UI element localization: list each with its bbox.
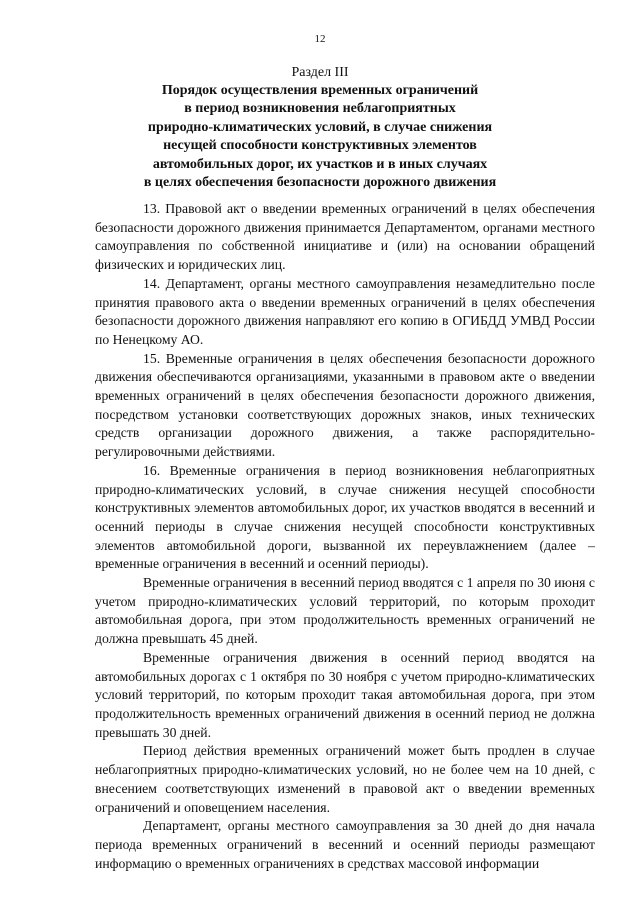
paragraph-autumn-period: Временные ограничения движения в осенний период вводятся на автомобильных дорогах с 1 октября по 30 ноября с учетом природно-климатических условий территорий, по которым проходит такая автомобильная дорога, при этом продолжительность временных ограничений движения в осенний период не должна превышать 30 дней.	[95, 649, 595, 740]
heading-line-5: автомобильных дорог, их участков и в иных случаях	[152, 156, 488, 172]
paragraph-16: 16. Временные ограничения в период возникновения неблагоприятных природно-климатических условий, в случае снижения несущей способности конструктивных элементов автомобильных дорог, их участков вводятся в весенний и осенний периоды в случае снижения несущей способности конструктивных элементов автомобильной дороги, вызванной их переувлажнением (далее – временные ограничения в весенний и осенний периоды).	[95, 462, 595, 572]
paragraph-spring-period: Временные ограничения в весенний период вводятся с 1 апреля по 30 июня с учетом природно-климатических условий территорий, по которым проходит автомобильная дорога, при этом продолжительность временных ограничений не должна превышать 45 дней.	[95, 575, 595, 647]
section-header	[80, 64, 560, 192]
heading-line-6: в целях обеспечения безопасности дорожного движения	[143, 175, 497, 191]
paragraph-extension: Период действия временных ограничений может быть продлен в случае неблагоприятных природно-климатических условий, но не более чем на 10 дней, с внесением соответствующих изменений в правовой акт о введении временных ограничений и оповещением населения.	[95, 743, 595, 815]
paragraph-14: 14. Департамент, органы местного самоуправления незамедлительно после принятия правового акта о введении временных ограничений в целях обеспечения безопасности дорожного движения направляют его копию в ОГИБДД УМВД России по Ненецкому АО.	[95, 275, 595, 347]
section-label: Раздел III	[291, 65, 349, 80]
paragraph-notification: Департамент, органы местного самоуправления за 30 дней до дня начала периода временных ограничений в весенний и осенний периоды размещают информацию о временных ограничениях в средствах массовой информации	[95, 818, 595, 871]
paragraph-15: 15. Временные ограничения в целях обеспечения безопасности дорожного движения обеспечиваются организациями, указанными в правовом акте о введении временных ограничений в целях обеспечения безопасности дорожного движения, посредством установки соответствующих дорожных знаков, иных технических средств организации дорожного движения, а также распорядительно-регулировочными действиями.	[95, 350, 595, 460]
heading-line-2: в период возникновения неблагоприятных	[184, 101, 456, 117]
heading-line-4: несущей способности конструктивных элементов	[163, 138, 477, 154]
heading-line-1: Порядок осуществления временных ограничений	[161, 83, 479, 98]
document-body	[95, 200, 595, 873]
heading-line-3: природно-климатических условий, в случае снижения	[147, 119, 493, 135]
page-number: 12	[314, 33, 326, 45]
paragraph-13: 13. Правовой акт о введении временных ограничений в целях обеспечения безопасности дорожного движения принимается Департаментом, органами местного самоуправления по собственной инициативе и (или) на основании обращений физических и юридических лиц.	[95, 201, 595, 273]
